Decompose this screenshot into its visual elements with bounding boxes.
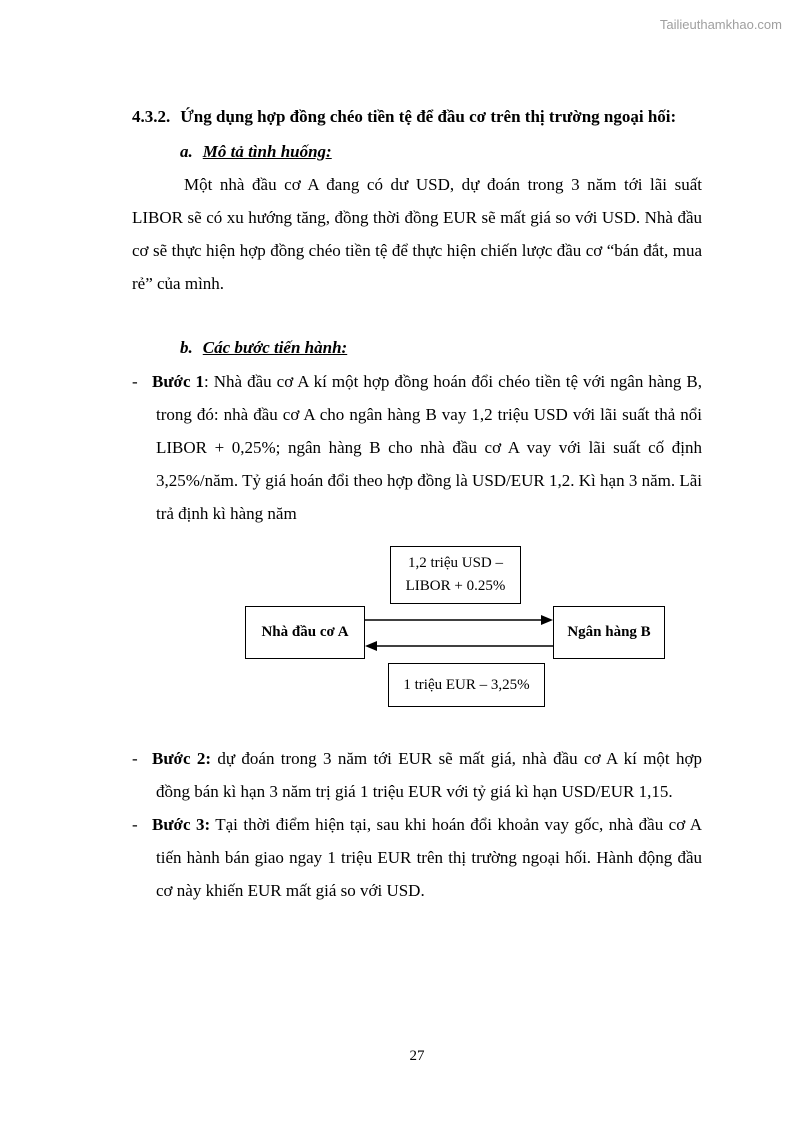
step-1-bullet: -	[132, 372, 138, 391]
step-3-label: Bước 3:	[152, 815, 211, 834]
usd-flow-label-line1: 1,2 triệu USD –	[408, 555, 503, 572]
section-heading	[132, 100, 702, 133]
subheading-b-title: Các bước tiến hành:	[202, 338, 348, 357]
situation-paragraph: Một nhà đầu cơ A đang có dư USD, dự đoán trong 3 năm tới lãi suất LIBOR sẽ có xu hướng tăng, đồng thời đồng EUR sẽ mất giá so với USD. Nhà đầu cơ sẽ thực hiện hợp đồng chéo tiền tệ để thực hiện chiến lược đầu cơ “bán đắt, mua rẻ” của mình.	[132, 175, 702, 293]
step-2-bullet: -	[132, 749, 138, 768]
subheading-b	[132, 331, 702, 364]
step-2	[132, 742, 702, 808]
investor-box: Nhà đầu cơ A	[245, 606, 365, 659]
page-number: 27	[409, 1048, 425, 1064]
step-3	[132, 808, 702, 907]
usd-arrow-head	[541, 615, 553, 625]
page-content	[132, 100, 702, 907]
usd-flow-label	[390, 546, 521, 604]
step-3-bullet: -	[132, 815, 138, 834]
step-3-text: Tại thời điểm hiện tại, sau khi hoán đổi khoản vay gốc, nhà đầu cơ A tiến hành bán giao ngay 1 triệu EUR trên thị trường ngoại hối. Hành động đầu cơ này khiến EUR mất giá so với USD.	[156, 815, 702, 900]
watermark: Tailieuthamkhao.com	[659, 17, 782, 32]
usd-flow-label-line2: LIBOR + 0.25%	[405, 577, 506, 594]
step-2-label: Bước 2:	[152, 749, 211, 768]
subheading-a-title: Mô tả tình huống:	[202, 142, 332, 161]
steps-list	[132, 365, 702, 907]
eur-arrow-head	[365, 641, 377, 651]
eur-flow-label: 1 triệu EUR – 3,25%	[388, 663, 545, 707]
step-2-text: dự đoán trong 3 năm tới EUR sẽ mất giá, nhà đầu cơ A kí một hợp đồng bán kì hạn 3 năm trị giá 1 triệu EUR với tỷ giá kì hạn USD/EUR 1,15.	[156, 749, 702, 801]
step-1-text: : Nhà đầu cơ A kí một hợp đồng hoán đổi chéo tiền tệ với ngân hàng B, trong đó: nhà đầu cơ A cho ngân hàng B vay 1,2 triệu USD với lãi suất thả nổi LIBOR + 0,25%; ngân hàng B cho nhà đầu cơ A vay với lãi suất cố định 3,25%/năm. Tỷ giá hoán đổi theo hợp đồng là USD/EUR 1,2. Kì hạn 3 năm. Lãi trả định kì hàng năm	[156, 372, 702, 523]
step-1-label: Bước 1	[152, 372, 205, 391]
bank-box: Ngân hàng B	[553, 606, 665, 659]
heading-text: Ứng dụng hợp đồng chéo tiền tệ để đầu cơ trên thị trường ngoại hối:	[180, 107, 677, 126]
subheading-b-label: b.	[180, 338, 193, 357]
heading-number: 4.3.2.	[132, 107, 171, 126]
subheading-a	[132, 135, 702, 168]
step-1	[132, 365, 702, 530]
swap-diagram	[132, 546, 700, 716]
subheading-a-label: a.	[180, 142, 193, 161]
